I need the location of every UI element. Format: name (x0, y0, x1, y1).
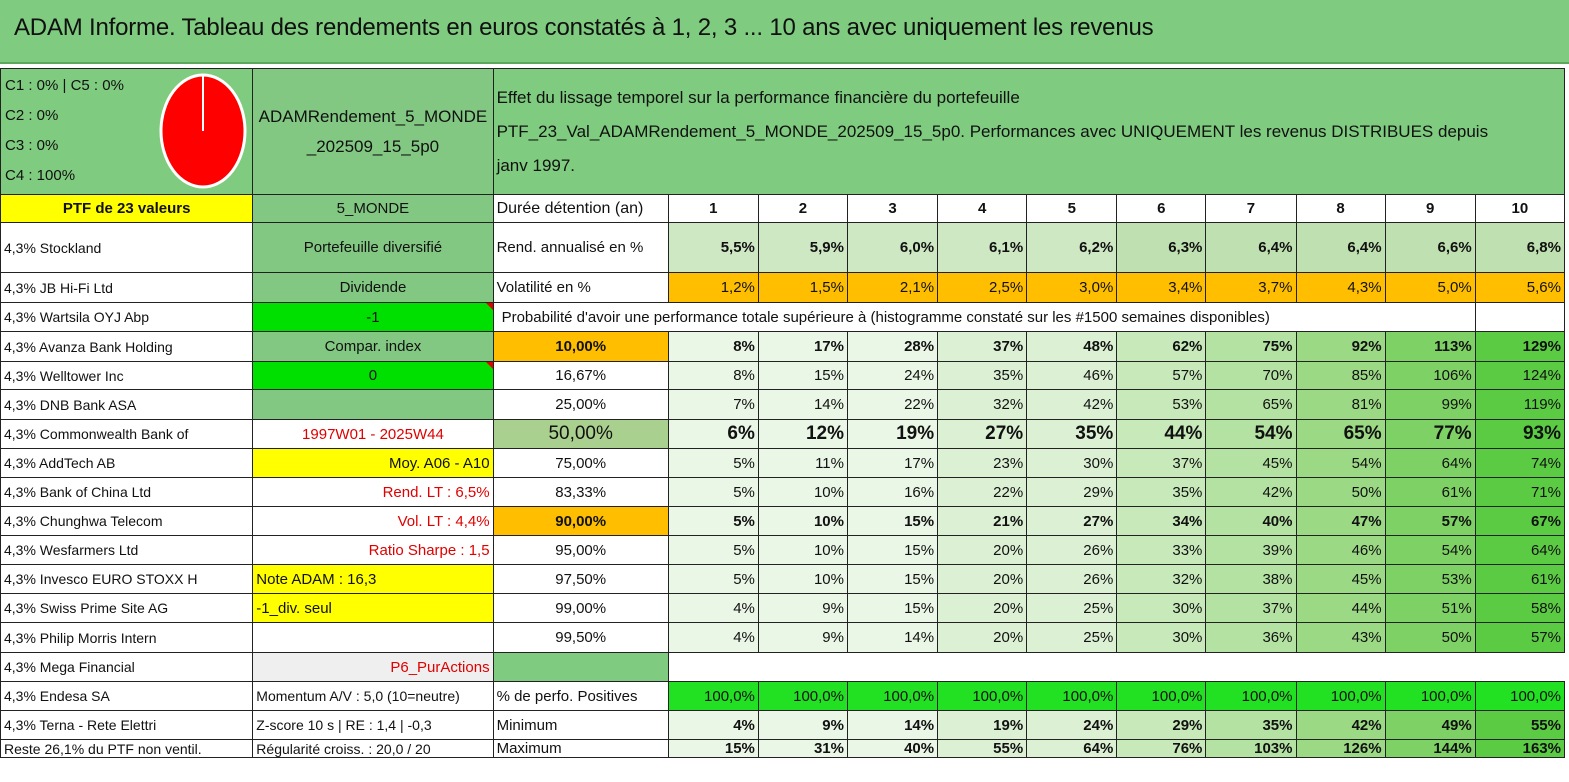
probability-value: 5% (668, 449, 758, 478)
probability-value: 47% (1296, 507, 1385, 536)
empty-cell (668, 653, 1564, 682)
maximum-value: 76% (1117, 740, 1206, 758)
probability-value: 14% (847, 623, 937, 653)
probability-value: 25% (1027, 594, 1117, 623)
volatility-value: 3,0% (1027, 273, 1117, 303)
holding-name: 4,3% Welltower Inc (1, 362, 253, 390)
probability-value: 15% (758, 362, 847, 390)
probability-caption: Probabilité d'avoir une performance totale supérieure à (histogramme constaté sur les #1500 semaines disponibles) (493, 303, 1475, 332)
probability-value: 20% (938, 565, 1027, 594)
probability-threshold: 90,00% (493, 507, 668, 536)
holding-name: 4,3% Bank of China Ltd (1, 478, 253, 507)
holding-name: 4,3% Avanza Bank Holding (1, 332, 253, 362)
probability-threshold: 75,00% (493, 449, 668, 478)
probability-value: 17% (758, 332, 847, 362)
holding-name: Reste 26,1% du PTF non ventil. (1, 740, 253, 758)
empty-cell (253, 623, 493, 653)
annualized-return-value: 6,4% (1206, 223, 1296, 273)
probability-value: 9% (758, 623, 847, 653)
adam-score: Note ADAM : 16,3 (253, 565, 493, 594)
probability-value: 38% (1206, 565, 1296, 594)
holding-name: 4,3% DNB Bank ASA (1, 390, 253, 420)
volatility-value: 5,6% (1475, 273, 1564, 303)
probability-value: 67% (1475, 507, 1564, 536)
title-bar (0, 0, 1569, 64)
probability-value: 119% (1475, 390, 1564, 420)
positive-share-value: 100,0% (1385, 682, 1475, 711)
positive-share-value: 100,0% (668, 682, 758, 711)
probability-value: 11% (758, 449, 847, 478)
volatility-value: 4,3% (1296, 273, 1385, 303)
holding-name: 4,3% Chunghwa Telecom (1, 507, 253, 536)
volatility-value: 1,5% (758, 273, 847, 303)
probability-value: 32% (1117, 565, 1206, 594)
probability-value: 35% (1027, 420, 1117, 449)
probability-value: 10% (758, 565, 847, 594)
holding-name: 4,3% Wesfarmers Ltd (1, 536, 253, 565)
probability-value: 23% (938, 449, 1027, 478)
probability-value: 33% (1117, 536, 1206, 565)
holding-name: 4,3% Swiss Prime Site AG (1, 594, 253, 623)
probability-value: 65% (1206, 390, 1296, 420)
annualized-return-value: 6,4% (1296, 223, 1385, 273)
sharpe-ratio: Ratio Sharpe : 1,5 (253, 536, 493, 565)
probability-value: 12% (758, 420, 847, 449)
probability-value: 85% (1296, 362, 1385, 390)
annualized-return-value: 5,9% (758, 223, 847, 273)
probability-threshold: 83,33% (493, 478, 668, 507)
maximum-value: 40% (847, 740, 937, 758)
year-header: 9 (1385, 195, 1475, 223)
minimum-label: Minimum (493, 711, 668, 740)
dividend-only-flag: -1_div. seul (253, 594, 493, 623)
year-header: 7 (1206, 195, 1296, 223)
legend-c2: C2 : 0% (5, 107, 59, 124)
minimum-value: 49% (1385, 711, 1475, 740)
probability-value: 61% (1385, 478, 1475, 507)
volatility-value: 5,0% (1385, 273, 1475, 303)
probability-value: 15% (847, 565, 937, 594)
probability-value: 45% (1206, 449, 1296, 478)
annualized-return-value: 6,2% (1027, 223, 1117, 273)
probability-value: 24% (847, 362, 937, 390)
probability-value: 42% (1206, 478, 1296, 507)
positive-share-value: 100,0% (1206, 682, 1296, 711)
minimum-value: 24% (1027, 711, 1117, 740)
holding-name: 4,3% Endesa SA (1, 682, 253, 711)
portfolio-name-cell (253, 69, 493, 195)
probability-value: 9% (758, 594, 847, 623)
probability-value: 64% (1385, 449, 1475, 478)
probability-value: 40% (1206, 507, 1296, 536)
annualized-return-value: 6,8% (1475, 223, 1564, 273)
probability-value: 10% (758, 536, 847, 565)
probability-value: 35% (938, 362, 1027, 390)
annualized-return-value: 6,0% (847, 223, 937, 273)
probability-value: 57% (1385, 507, 1475, 536)
probability-value: 81% (1296, 390, 1385, 420)
minimum-value: 42% (1296, 711, 1385, 740)
probability-threshold: 97,50% (493, 565, 668, 594)
period-range: 1997W01 - 2025W44 (253, 420, 493, 449)
probability-value: 46% (1027, 362, 1117, 390)
probability-value: 30% (1027, 449, 1117, 478)
holding-period-label: Durée détention (an) (493, 195, 668, 223)
probability-value: 77% (1385, 420, 1475, 449)
year-header: 6 (1117, 195, 1206, 223)
probability-value: 26% (1027, 536, 1117, 565)
probability-value: 53% (1117, 390, 1206, 420)
probability-value: 27% (938, 420, 1027, 449)
probability-value: 5% (668, 507, 758, 536)
probability-value: 19% (847, 420, 937, 449)
page-title: ADAM Informe. Tableau des rendements en euros constatés à 1, 2, 3 ... 10 ans avec uniquement les revenus (14, 14, 1154, 41)
probability-value: 92% (1296, 332, 1385, 362)
maximum-value: 64% (1027, 740, 1117, 758)
probability-value: 20% (938, 536, 1027, 565)
portfolio-name: ADAMRendement_5_MONDE_202509_15_5p0 (258, 106, 488, 156)
z-score: Z-score 10 s | RE : 1,4 | -0,3 (253, 711, 493, 740)
probability-value: 113% (1385, 332, 1475, 362)
probability-threshold: 99,00% (493, 594, 668, 623)
probability-value: 32% (938, 390, 1027, 420)
probability-value: 25% (1027, 623, 1117, 653)
portfolio-count-header: PTF de 23 valeurs (1, 195, 253, 223)
probability-value: 28% (847, 332, 937, 362)
probability-value: 44% (1296, 594, 1385, 623)
description-cell (493, 69, 1564, 195)
probability-value: 65% (1296, 420, 1385, 449)
probability-threshold: 25,00% (493, 390, 668, 420)
maximum-value: 126% (1296, 740, 1385, 758)
probability-value: 4% (668, 594, 758, 623)
probability-value: 30% (1117, 623, 1206, 653)
probability-value: 6% (668, 420, 758, 449)
probability-value: 20% (938, 623, 1027, 653)
probability-value: 70% (1206, 362, 1296, 390)
probability-value: 10% (758, 507, 847, 536)
volatility-value: 3,7% (1206, 273, 1296, 303)
volatility-value: 2,1% (847, 273, 937, 303)
probability-value: 53% (1385, 565, 1475, 594)
year-header: 5 (1027, 195, 1117, 223)
probability-value: 14% (758, 390, 847, 420)
annualized-return-value: 6,1% (938, 223, 1027, 273)
probability-value: 15% (847, 536, 937, 565)
empty-cell (253, 390, 493, 420)
probability-value: 4% (668, 623, 758, 653)
annualized-return-label: Rend. annualisé en % (493, 223, 668, 273)
year-header: 3 (847, 195, 937, 223)
minimum-value: 4% (668, 711, 758, 740)
probability-value: 29% (1027, 478, 1117, 507)
positive-share-value: 100,0% (1117, 682, 1206, 711)
holding-name: 4,3% AddTech AB (1, 449, 253, 478)
volatility-value: 2,5% (938, 273, 1027, 303)
probability-value: 99% (1385, 390, 1475, 420)
probability-value: 54% (1385, 536, 1475, 565)
probability-value: 5% (668, 478, 758, 507)
probability-value: 16% (847, 478, 937, 507)
probability-value: 43% (1296, 623, 1385, 653)
volatility-value: 3,4% (1117, 273, 1206, 303)
probability-value: 58% (1475, 594, 1564, 623)
probability-value: 50% (1385, 623, 1475, 653)
minimum-value: 35% (1206, 711, 1296, 740)
year-header: 4 (938, 195, 1027, 223)
strategy-label: Dividende (253, 273, 493, 303)
legend-c3: C3 : 0% (5, 137, 59, 154)
positive-share-value: 100,0% (1027, 682, 1117, 711)
holding-name: 4,3% Commonwealth Bank of (1, 420, 253, 449)
probability-value: 61% (1475, 565, 1564, 594)
probability-value: 44% (1117, 420, 1206, 449)
maximum-value: 31% (758, 740, 847, 758)
benchmark-code: 0 (253, 362, 493, 390)
probability-value: 57% (1117, 362, 1206, 390)
description-line-3: janv 1997. (496, 155, 576, 175)
probability-value: 5% (668, 565, 758, 594)
probability-value: 54% (1296, 449, 1385, 478)
volatility-value: 1,2% (668, 273, 758, 303)
probability-value: 62% (1117, 332, 1206, 362)
probability-value: 37% (1117, 449, 1206, 478)
legend-c4: C4 : 100% (5, 167, 76, 184)
empty-cell (1475, 303, 1564, 332)
momentum: Momentum A/V : 5,0 (10=neutre) (253, 682, 493, 711)
probability-value: 45% (1296, 565, 1385, 594)
empty-cell (493, 653, 668, 682)
volatility-label: Volatilité en % (493, 273, 668, 303)
probability-value: 37% (938, 332, 1027, 362)
holding-name: 4,3% Terna - Rete Elettri (1, 711, 253, 740)
probability-value: 50% (1296, 478, 1385, 507)
probability-value: 10% (758, 478, 847, 507)
probability-threshold: 99,50% (493, 623, 668, 653)
positive-share-value: 100,0% (847, 682, 937, 711)
probability-value: 124% (1475, 362, 1564, 390)
report-table (0, 68, 1565, 758)
probability-value: 21% (938, 507, 1027, 536)
year-header: 8 (1296, 195, 1385, 223)
probability-value: 35% (1117, 478, 1206, 507)
regularity: Régularité croiss. : 20,0 / 20 (253, 740, 493, 758)
probability-value: 48% (1027, 332, 1117, 362)
probability-value: 22% (938, 478, 1027, 507)
positive-share-value: 100,0% (938, 682, 1027, 711)
average-range: Moy. A06 - A10 (253, 449, 493, 478)
maximum-value: 163% (1475, 740, 1564, 758)
probability-value: 5% (668, 536, 758, 565)
positive-share-value: 100,0% (1296, 682, 1385, 711)
region-header: 5_MONDE (253, 195, 493, 223)
maximum-value: 144% (1385, 740, 1475, 758)
holding-name: 4,3% Stockland (1, 223, 253, 273)
maximum-value: 15% (668, 740, 758, 758)
probability-threshold: 50,00% (493, 420, 668, 449)
probability-value: 22% (847, 390, 937, 420)
year-header: 2 (758, 195, 847, 223)
probability-value: 51% (1385, 594, 1475, 623)
year-header: 1 (668, 195, 758, 223)
legend-cell (1, 69, 253, 195)
probability-value: 7% (668, 390, 758, 420)
maximum-label: Maximum (493, 740, 668, 758)
probability-threshold: 95,00% (493, 536, 668, 565)
probability-threshold: 10,00% (493, 332, 668, 362)
probability-value: 15% (847, 507, 937, 536)
positive-share-value: 100,0% (1475, 682, 1564, 711)
probability-value: 42% (1027, 390, 1117, 420)
maximum-value: 55% (938, 740, 1027, 758)
description-line-1: Effet du lissage temporel sur la performance financière du portefeuille (496, 87, 1020, 107)
probability-value: 37% (1206, 594, 1296, 623)
holding-name: 4,3% Invesco EURO STOXX H (1, 565, 253, 594)
benchmark-label: Compar. index (253, 332, 493, 362)
probability-value: 26% (1027, 565, 1117, 594)
minimum-value: 9% (758, 711, 847, 740)
holding-name: 4,3% Philip Morris Intern (1, 623, 253, 653)
minimum-value: 14% (847, 711, 937, 740)
strategy-code: -1 (253, 303, 493, 332)
probability-value: 39% (1206, 536, 1296, 565)
long-term-volatility: Vol. LT : 4,4% (253, 507, 493, 536)
probability-value: 17% (847, 449, 937, 478)
probability-value: 30% (1117, 594, 1206, 623)
probability-value: 74% (1475, 449, 1564, 478)
annualized-return-value: 5,5% (668, 223, 758, 273)
pie-chart (159, 71, 247, 189)
annualized-return-value: 6,6% (1385, 223, 1475, 273)
annualized-return-value: 6,3% (1117, 223, 1206, 273)
holding-name: 4,3% Mega Financial (1, 653, 253, 682)
probability-value: 54% (1206, 420, 1296, 449)
probability-value: 129% (1475, 332, 1564, 362)
holding-name: 4,3% Wartsila OYJ Abp (1, 303, 253, 332)
minimum-value: 29% (1117, 711, 1206, 740)
probability-value: 64% (1475, 536, 1564, 565)
probability-value: 93% (1475, 420, 1564, 449)
probability-value: 20% (938, 594, 1027, 623)
probability-value: 106% (1385, 362, 1475, 390)
year-header: 10 (1475, 195, 1564, 223)
probability-value: 34% (1117, 507, 1206, 536)
probability-value: 27% (1027, 507, 1117, 536)
profile-code: P6_PurActions (253, 653, 493, 682)
legend-c1-c5: C1 : 0% | C5 : 0% (5, 77, 124, 94)
probability-value: 75% (1206, 332, 1296, 362)
description-line-2: PTF_23_Val_ADAMRendement_5_MONDE_202509_15_5p0. Performances avec UNIQUEMENT les revenus DISTRIBUES depuis (496, 121, 1489, 141)
probability-value: 46% (1296, 536, 1385, 565)
probability-value: 8% (668, 332, 758, 362)
positive-share-value: 100,0% (758, 682, 847, 711)
minimum-value: 55% (1475, 711, 1564, 740)
long-term-return: Rend. LT : 6,5% (253, 478, 493, 507)
probability-value: 36% (1206, 623, 1296, 653)
holding-name: 4,3% JB Hi-Fi Ltd (1, 273, 253, 303)
minimum-value: 19% (938, 711, 1027, 740)
probability-value: 57% (1475, 623, 1564, 653)
portfolio-type: Portefeuille diversifié (253, 223, 493, 273)
positive-share-label: % de perfo. Positives (493, 682, 668, 711)
probability-value: 8% (668, 362, 758, 390)
probability-threshold: 16,67% (493, 362, 668, 390)
probability-value: 71% (1475, 478, 1564, 507)
probability-value: 15% (847, 594, 937, 623)
maximum-value: 103% (1206, 740, 1296, 758)
